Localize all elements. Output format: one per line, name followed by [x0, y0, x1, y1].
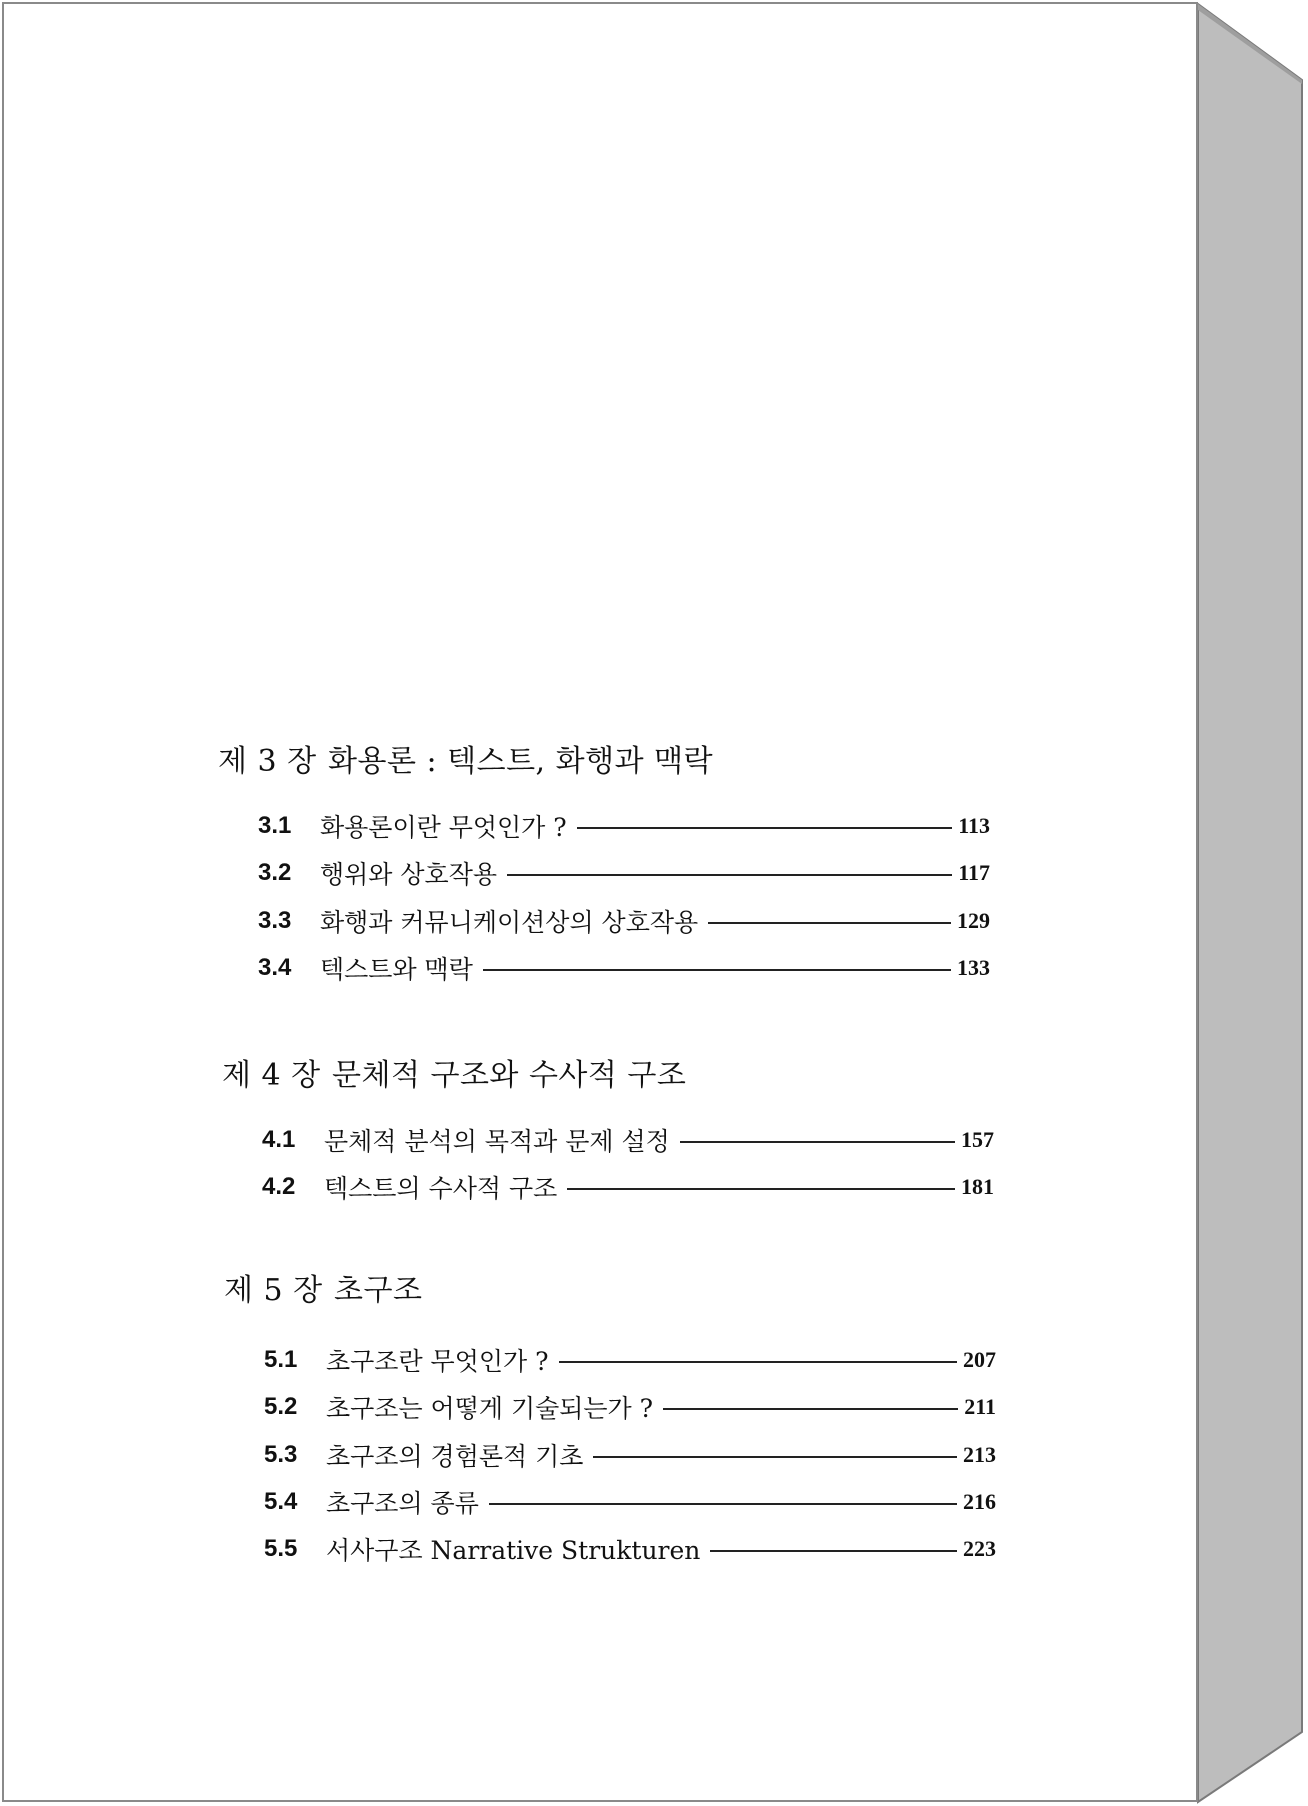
toc-entry[interactable]	[264, 1531, 996, 1567]
section-title: 텍스트의 수사적 구조	[324, 1174, 558, 1203]
leader-line	[489, 1503, 957, 1505]
toc-entry[interactable]	[262, 1122, 994, 1158]
page-number: 157	[961, 1127, 994, 1152]
leader-line	[680, 1141, 955, 1143]
leader-line	[483, 969, 951, 971]
page-number: 181	[961, 1174, 994, 1199]
section-title: 서사구조 Narrative Strukturen	[326, 1536, 701, 1565]
leader-line	[663, 1408, 958, 1410]
section-title: 초구조는 어떻게 기술되는가 ?	[326, 1394, 654, 1423]
page-number: 117	[958, 860, 990, 885]
page-number: 213	[963, 1442, 996, 1467]
section-number: 5.5	[264, 1535, 298, 1562]
chapter-label: 제 3 장	[218, 744, 317, 779]
section-number: 3.3	[258, 907, 292, 934]
page-number: 207	[963, 1347, 996, 1372]
section-title: 초구조란 무엇인가 ?	[326, 1347, 549, 1376]
section-number: 5.4	[264, 1488, 298, 1515]
leader-line	[577, 827, 953, 829]
section-title: 초구조의 경험론적 기초	[326, 1442, 584, 1471]
chapter-label: 제 5 장	[224, 1273, 323, 1308]
page-number: 113	[958, 813, 990, 838]
section-title: 화행과 커뮤니케이션상의 상호작용	[320, 908, 699, 937]
section-title: 문체적 분석의 목적과 문제 설정	[324, 1127, 670, 1156]
section-number: 4.2	[262, 1173, 296, 1200]
leader-line	[593, 1456, 957, 1458]
leader-line	[567, 1188, 955, 1190]
chapter-heading	[224, 1265, 422, 1309]
section-number: 5.1	[264, 1346, 298, 1373]
section-number: 3.2	[258, 859, 292, 886]
chapter-title: 문체적 구조와 수사적 구조	[332, 1058, 687, 1093]
leader-line	[710, 1550, 957, 1552]
toc-entry[interactable]	[258, 903, 990, 939]
section-title: 행위와 상호작용	[320, 860, 497, 889]
leader-line	[507, 874, 952, 876]
page-number: 223	[963, 1536, 996, 1561]
page-number: 133	[957, 955, 990, 980]
toc-entry[interactable]	[264, 1389, 996, 1425]
chapter-title: 초구조	[334, 1273, 423, 1308]
toc-entry[interactable]	[262, 1169, 994, 1205]
section-number: 5.2	[264, 1393, 298, 1420]
section-number: 3.4	[258, 954, 292, 981]
section-number: 4.1	[262, 1126, 296, 1153]
page-number: 216	[963, 1489, 996, 1514]
chapter-heading	[222, 1050, 686, 1094]
page-number: 129	[957, 908, 990, 933]
toc-entry[interactable]	[264, 1484, 996, 1520]
chapter-title: 화용론 : 텍스트, 화행과 맥락	[328, 744, 714, 779]
chapter-heading	[218, 736, 713, 780]
toc-entry[interactable]	[264, 1437, 996, 1473]
section-title: 텍스트와 맥락	[320, 955, 473, 984]
leader-line	[559, 1361, 958, 1363]
section-title: 초구조의 종류	[326, 1489, 479, 1518]
section-title: 화용론이란 무엇인가 ?	[320, 813, 567, 842]
toc-entry[interactable]	[264, 1342, 996, 1378]
section-number: 5.3	[264, 1441, 298, 1468]
toc-entry[interactable]	[258, 855, 990, 891]
section-number: 3.1	[258, 812, 292, 839]
page-number: 211	[964, 1394, 996, 1419]
toc-entry[interactable]	[258, 950, 990, 986]
leader-line	[708, 922, 951, 924]
toc-entry[interactable]	[258, 808, 990, 844]
chapter-label: 제 4 장	[222, 1058, 321, 1093]
